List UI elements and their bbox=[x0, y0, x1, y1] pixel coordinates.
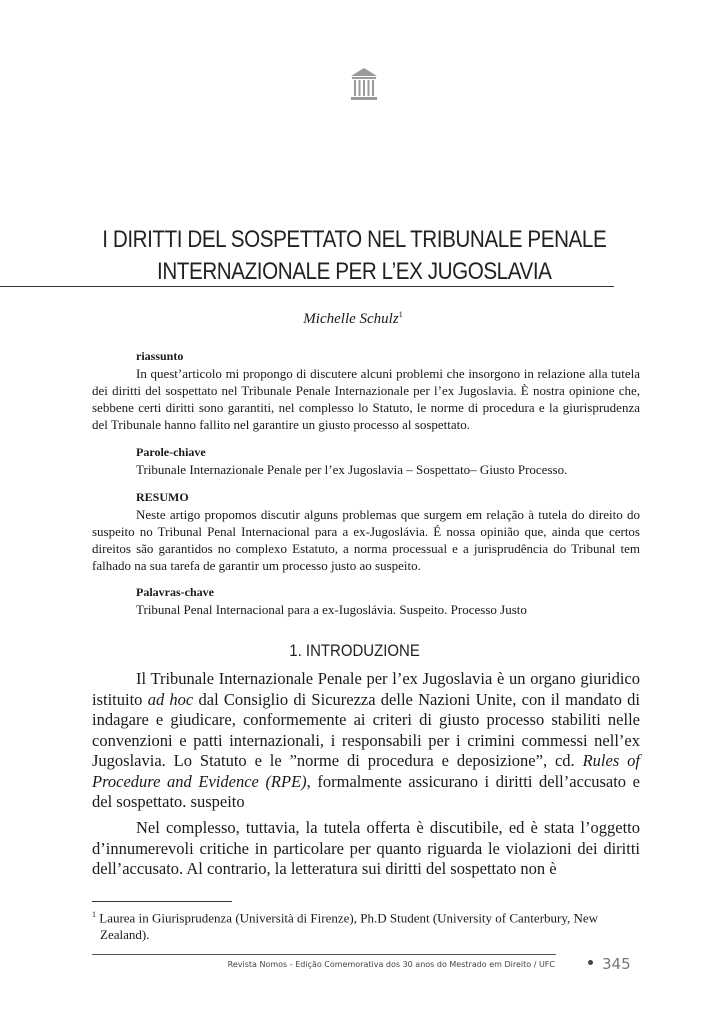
bullet-dot-icon bbox=[588, 960, 593, 965]
footer-divider bbox=[92, 954, 556, 955]
keywords-pt-heading: Palavras-chave bbox=[136, 585, 214, 599]
abstract-it-heading: riassunto bbox=[136, 349, 184, 363]
column-building-icon bbox=[349, 66, 379, 102]
author bbox=[0, 310, 706, 328]
para1-text-c: dal Consiglio di Sicurezza delle Nazioni Unite, con il mandato di indagare e giudicare, conformemente ai criteri di giusto processo stabiliti nelle convenzioni e patti internazionali, i responsabili per i crimini commessi nell’ex Jugoslavia. Lo Statuto e le ”norme di procedura e deposizione”, cd. bbox=[92, 689, 641, 770]
para2-text: Nel complesso, tuttavia, la tutela offerta è discutibile, ed è stata l’oggetto d’innumerevoli critiche in particolare per quanto riguarda le violazioni dei diritti dell’accusato. Al contrario, la letteratura sui diritti del sospettato non è bbox=[92, 818, 640, 878]
keywords-it-text: Tribunale Internazionale Penale per l’ex Jugoslavia – Sospettato– Giusto Processo. bbox=[136, 462, 568, 477]
keywords-portuguese bbox=[92, 584, 640, 618]
footnote-line-1: Laurea in Giurisprudenza (Università di Firenze), Ph.D Student (University of Canterbury, New bbox=[99, 910, 599, 926]
abstract-it-text: In quest’articolo mi propongo di discutere alcuni problemi che insorgono in relazione alla tutela dei diritti del sospettato nel Tribunale Penale Internazionale per l’ex Jugoslavia. È nostra opinione che, sebbene certi diritti sono garantiti, nel complesso lo Statuto, le norme di procedura e la giurisprudenza del Tribunale hanno fallito nel garantire un giusto processo al sospettato. bbox=[92, 366, 640, 432]
footnote-mark: 1 bbox=[92, 910, 96, 919]
author-footnote-mark: 1 bbox=[398, 310, 403, 319]
abstract-italian bbox=[92, 348, 640, 433]
footnote-line-2: Zealand). bbox=[100, 927, 150, 943]
body-paragraph-1 bbox=[92, 669, 640, 813]
author-name: Michelle Schulz bbox=[303, 311, 399, 327]
keywords-pt-text: Tribunal Penal Internacional para a ex-Iugoslávia. Suspeito. Processo Justo bbox=[136, 602, 527, 617]
abstract-pt-heading: RESUMO bbox=[136, 490, 189, 504]
section-heading: 1. INTRODUZIONE bbox=[289, 641, 420, 660]
page-number: 345 bbox=[602, 955, 631, 973]
article-title-line-1: I DIRITTI DEL SOSPETTATO NEL TRIBUNALE PENALE bbox=[102, 226, 607, 253]
body-paragraph-2 bbox=[92, 818, 640, 880]
abstract-pt-text: Neste artigo propomos discutir alguns problemas que surgem em relação à tutela do direito do suspeito no Tribunal Penal Internacional para a ex-Jugoslávia. É nossa opinião que, ainda que certos direitos são garantidos no complexo Estatuto, a norma processual e a jurisprudência do Tribunal tem falhado na sua tarefa de garantir um processo justo ao suspeito. bbox=[92, 507, 640, 573]
para1-text-a: Il Tribunale Internazionale Penale per l’ex Jugoslavia è un organo giuridico istituito bbox=[92, 669, 640, 709]
footnote bbox=[92, 906, 640, 943]
keywords-it-heading: Parole-chiave bbox=[136, 445, 206, 459]
article-title-line-2: INTERNAZIONALE PER L’EX JUGOSLAVIA bbox=[157, 258, 552, 285]
running-title: Revista Nomos - Edição Comemorativa dos 30 anos do Mestrado em Direito / UFC bbox=[227, 960, 555, 969]
keywords-italian bbox=[92, 444, 640, 478]
abstract-portuguese bbox=[92, 489, 640, 574]
para1-italic-rpe: Rules of Procedure and Evidence (RPE) bbox=[92, 751, 640, 791]
footnote-divider bbox=[92, 901, 232, 902]
para1-text-e: , formalmente assicurano i diritti dell’accusato e del sospettato. suspeito bbox=[92, 771, 640, 811]
para1-italic-ad-hoc: ad hoc bbox=[147, 689, 194, 709]
title-divider bbox=[0, 286, 614, 287]
